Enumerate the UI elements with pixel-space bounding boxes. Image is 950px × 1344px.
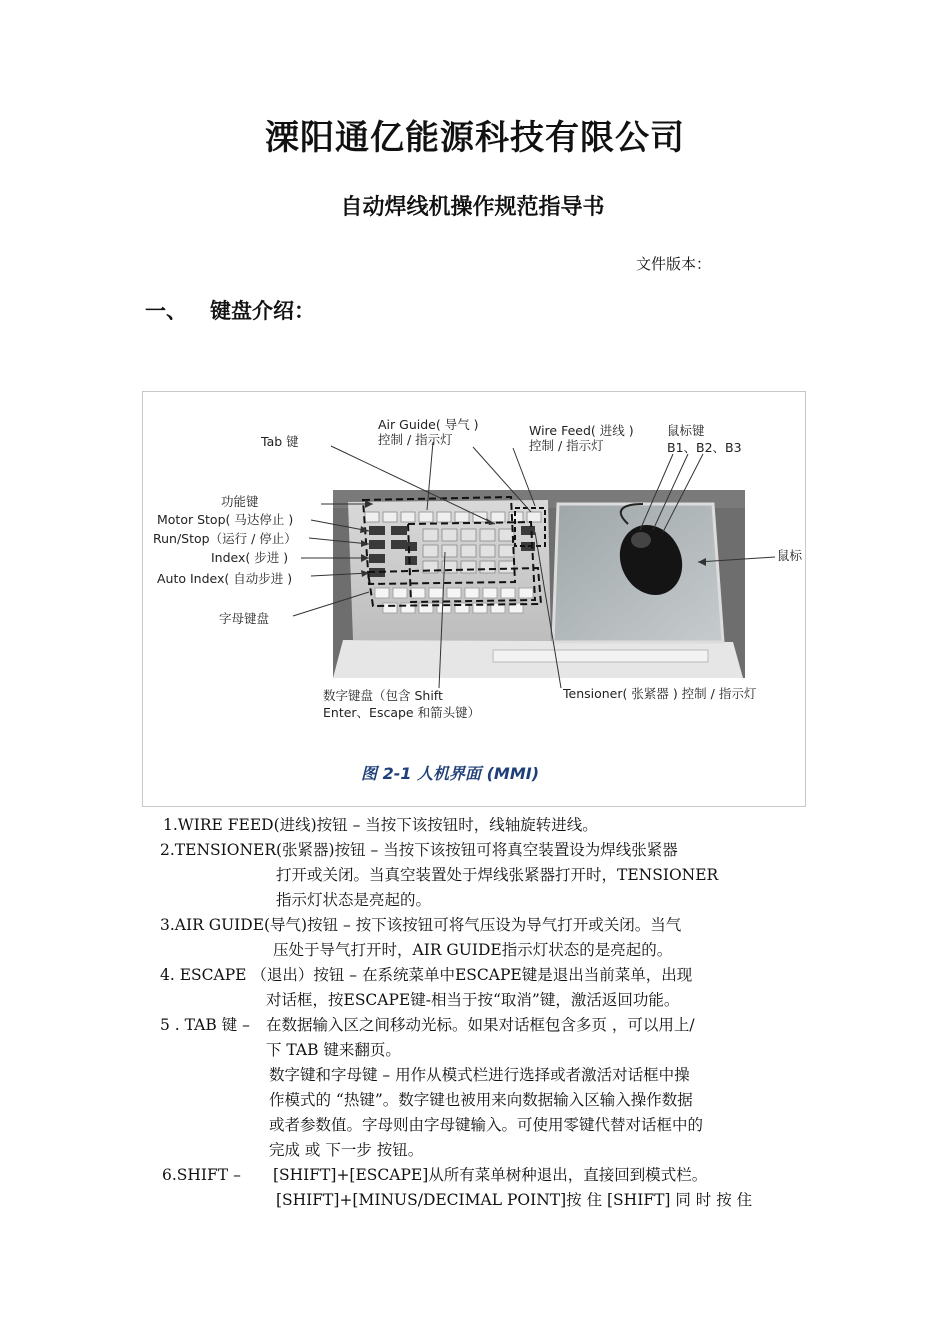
document-title: 自动焊线机操作规范指导书 bbox=[340, 195, 605, 220]
text-line: 1.WIRE FEED(进线)按钮 – 当按下该按钮时，线轴旋转进线。 bbox=[163, 816, 598, 834]
text-line: 下 TAB 键来翻页。 bbox=[266, 1041, 401, 1059]
label-index: Index( 步进 ) bbox=[211, 550, 289, 565]
company-name: 溧阳通亿能源科技有限公司 bbox=[265, 118, 685, 158]
mouse-highlight bbox=[631, 532, 651, 548]
label-tab-key: Tab 键 bbox=[261, 434, 299, 449]
text-line: 压处于导气打开时，AIR GUIDE指示灯状态的是亮起的。 bbox=[273, 941, 673, 959]
label-run-stop: Run/Stop（运行 / 停止） bbox=[153, 531, 297, 546]
text-line: 指示灯状态是亮起的。 bbox=[276, 891, 432, 909]
label-air-guide-sub: 控制 / 指示灯 bbox=[378, 432, 453, 447]
label-wire-feed-sub: 控制 / 指示灯 bbox=[529, 438, 604, 453]
text-line: 2.TENSIONER(张紧器)按钮 – 当按下该按钮可将真空装置设为焊线张紧器 bbox=[160, 841, 678, 859]
label-mouse-keys: 鼠标键 bbox=[667, 423, 705, 438]
text-line: 作模式的 “热键”。数字键也被用来向数据输入区输入操作数据 bbox=[269, 1091, 693, 1109]
label-motor-stop: Motor Stop( 马达停止 ) bbox=[157, 512, 294, 527]
section-number: 一、 bbox=[145, 299, 187, 323]
label-mouse: 鼠标 bbox=[777, 548, 803, 563]
text-line: 对话框，按ESCAPE键-相当于按“取消”键，激活返回功能。 bbox=[266, 991, 680, 1009]
text-line: 3.AIR GUIDE(导气)按钮 – 按下该按钮可将气压设为导气打开或关闭。当气 bbox=[160, 916, 682, 934]
version-label: 文件版本： bbox=[636, 255, 712, 273]
text-line: 数字键和字母键 – 用作从模式栏进行选择或者激活对话框中操 bbox=[269, 1066, 690, 1084]
front-slot bbox=[493, 650, 708, 662]
label-numeric-keyboard: 数字键盘（包含 Shift bbox=[323, 688, 443, 703]
text-line: 5 . TAB 键 – bbox=[160, 1016, 250, 1034]
label-tensioner: Tensioner( 张紧器 ) 控制 / 指示灯 bbox=[563, 686, 757, 701]
text-line: 打开或关闭。当真空装置处于焊线张紧器打开时，TENSIONER bbox=[276, 866, 719, 884]
keyboard-figure bbox=[142, 391, 806, 807]
text-line: [SHIFT]+[ESCAPE]从所有菜单树种退出，直接回到模式栏。 bbox=[273, 1166, 708, 1184]
label-mouse-keys-sub: B1、B2、B3 bbox=[667, 440, 742, 455]
text-line: [SHIFT]+[MINUS/DECIMAL POINT]按 住 [SHIFT] 同 时 按 住 bbox=[276, 1191, 753, 1209]
label-numeric-keyboard-sub: Enter、Escape 和箭头键） bbox=[323, 705, 481, 720]
label-alpha-keyboard: 字母键盘 bbox=[219, 611, 270, 626]
text-line: 在数据输入区之间移动光标。如果对话框包含多页 ，可以用上/ bbox=[266, 1016, 695, 1034]
section-title: 键盘介绍： bbox=[210, 299, 315, 323]
text-line: 或者参数值。字母则由字母键输入。可使用零键代替对话框中的 bbox=[269, 1116, 704, 1134]
figure-caption: 图 2-1 人机界面 (MMI) bbox=[361, 764, 540, 783]
numeric-keys bbox=[423, 529, 514, 573]
label-function-keys: 功能键 bbox=[221, 494, 259, 509]
label-air-guide: Air Guide( 导气 ) bbox=[378, 417, 479, 432]
label-auto-index: Auto Index( 自动步进 ) bbox=[157, 571, 293, 586]
text-line: 4. ESCAPE （退出）按钮 – 在系统菜单中ESCAPE键是退出当前菜单，出现 bbox=[160, 966, 693, 984]
text-line: 完成 或 下一步 按钮。 bbox=[269, 1141, 424, 1159]
label-wire-feed: Wire Feed( 进线 ) bbox=[529, 423, 634, 438]
text-line: 6.SHIFT – bbox=[162, 1166, 241, 1184]
